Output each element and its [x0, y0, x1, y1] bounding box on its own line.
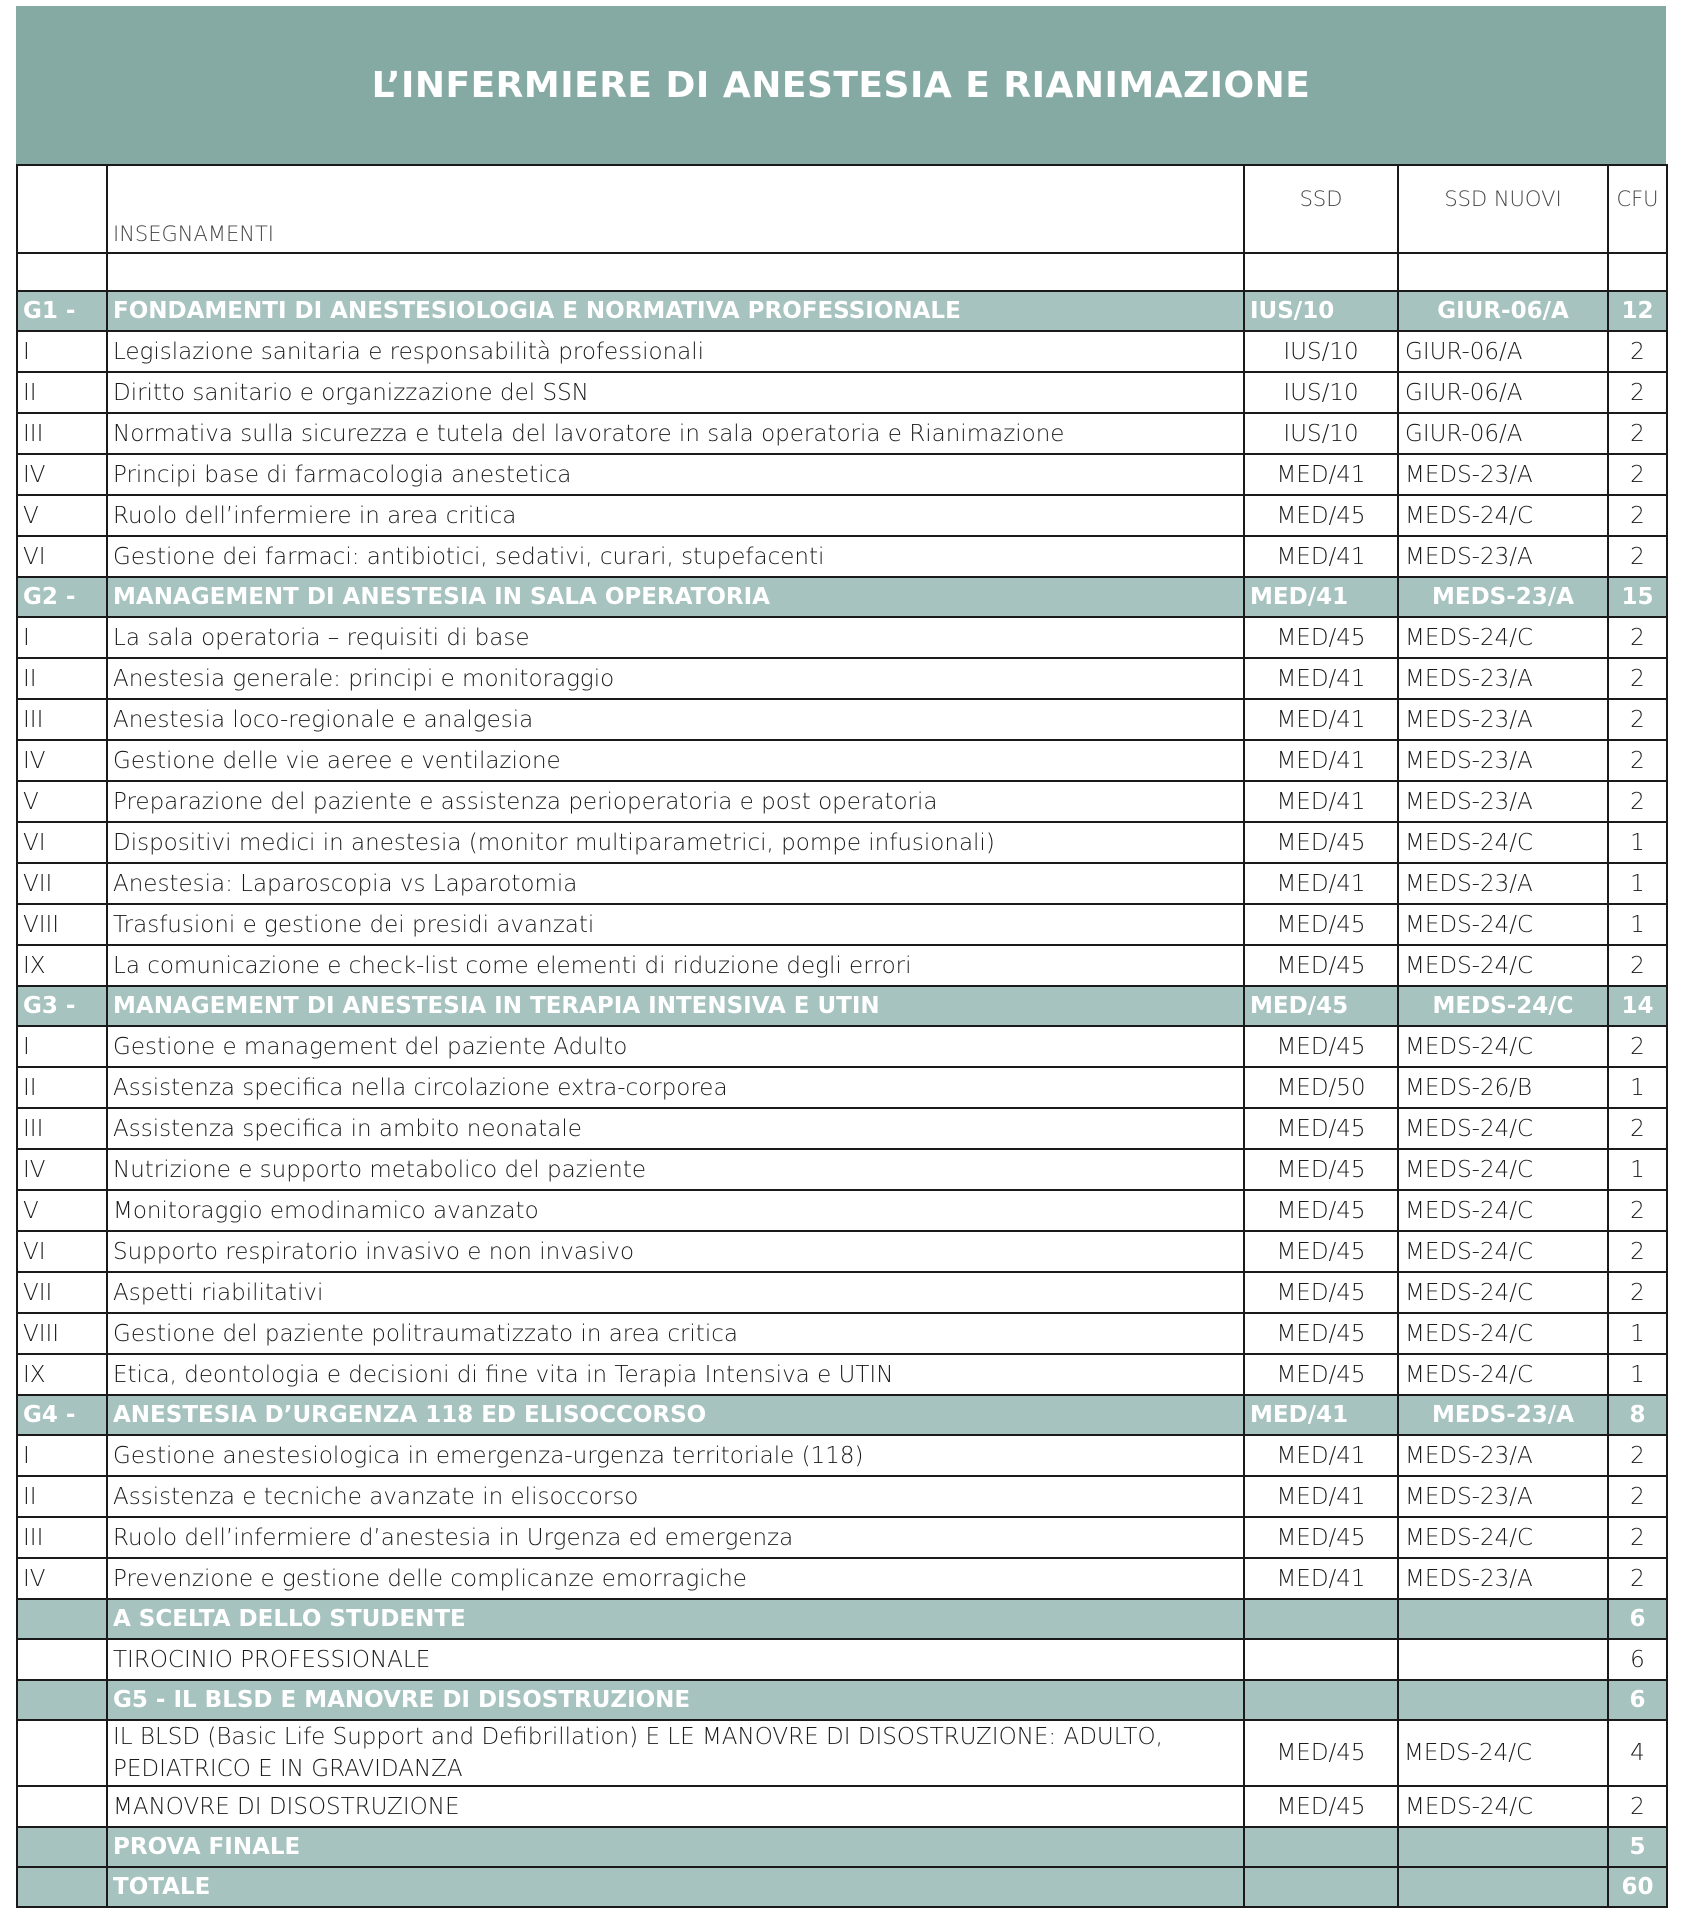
- cfu-cell: 6: [1608, 1639, 1667, 1680]
- ssd-cell: IUS/10: [1244, 291, 1398, 331]
- course-name-cell: TOTALE: [107, 1867, 1244, 1907]
- ssd-cell: [1244, 1680, 1398, 1720]
- course-row: [17, 1272, 1667, 1313]
- row-number-cell: [17, 1720, 107, 1786]
- cfu-cell: 2: [1608, 1108, 1667, 1149]
- course-row: [17, 1108, 1667, 1149]
- ssd-cell: MED/45: [1244, 986, 1398, 1026]
- cfu-cell: 2: [1608, 617, 1667, 658]
- course-name-cell: Normativa sulla sicurezza e tutela del lavoratore in sala operatoria e Rianimazione: [107, 413, 1244, 454]
- row-number-cell: V: [17, 781, 107, 822]
- ssd-nuovi-cell: MEDS-23/A: [1398, 781, 1608, 822]
- course-name-cell: Anestesia: Laparoscopia vs Laparotomia: [107, 863, 1244, 904]
- page-title: L’INFERMIERE DI ANESTESIA E RIANIMAZIONE: [371, 64, 1311, 106]
- cfu-cell: 2: [1608, 372, 1667, 413]
- row-number-cell: [17, 1680, 107, 1720]
- cfu-cell: 14: [1608, 986, 1667, 1026]
- ssd-nuovi-cell: [1398, 1599, 1608, 1639]
- row-number-cell: G3 -: [17, 986, 107, 1026]
- row-number-cell: II: [17, 1476, 107, 1517]
- ssd-cell: MED/41: [1244, 1395, 1398, 1435]
- ssd-nuovi-cell: GIUR-06/A: [1398, 413, 1608, 454]
- course-row: [17, 1190, 1667, 1231]
- course-name-cell: Gestione dei farmaci: antibiotici, sedativi, curari, stupefacenti: [107, 536, 1244, 577]
- row-number-cell: [17, 1786, 107, 1827]
- course-row: [17, 536, 1667, 577]
- course-row: [17, 372, 1667, 413]
- course-row: [17, 1067, 1667, 1108]
- group-row: [17, 1395, 1667, 1435]
- row-number-cell: IV: [17, 1149, 107, 1190]
- course-name-cell: Aspetti riabilitativi: [107, 1272, 1244, 1313]
- cfu-cell: 15: [1608, 577, 1667, 617]
- course-row: [17, 1435, 1667, 1476]
- ssd-cell: MED/45: [1244, 1026, 1398, 1067]
- row-number-cell: IX: [17, 945, 107, 986]
- cfu-cell: 2: [1608, 1231, 1667, 1272]
- course-name-cell: IL BLSD (Basic Life Support and Defibrillation) E LE MANOVRE DI DISOSTRUZIONE: ADULTO, PEDIATRICO E IN GRAVIDANZA: [107, 1720, 1244, 1786]
- cfu-cell: 2: [1608, 454, 1667, 495]
- ssd-nuovi-cell: MEDS-24/C: [1398, 1517, 1608, 1558]
- blank-cell: [107, 253, 1244, 291]
- ssd-cell: MED/45: [1244, 1517, 1398, 1558]
- cfu-cell: 8: [1608, 1395, 1667, 1435]
- row-number-cell: II: [17, 1067, 107, 1108]
- cfu-cell: 2: [1608, 1517, 1667, 1558]
- ssd-cell: IUS/10: [1244, 331, 1398, 372]
- course-row: [17, 1476, 1667, 1517]
- group-row: [17, 1827, 1667, 1867]
- row-number-cell: IV: [17, 1558, 107, 1599]
- ssd-nuovi-cell: GIUR-06/A: [1398, 291, 1608, 331]
- ssd-cell: MED/45: [1244, 1313, 1398, 1354]
- cfu-cell: 6: [1608, 1680, 1667, 1720]
- course-row: [17, 781, 1667, 822]
- course-row: [17, 1149, 1667, 1190]
- row-number-cell: [17, 1827, 107, 1867]
- ssd-cell: MED/45: [1244, 1190, 1398, 1231]
- course-name-cell: Assistenza specifica in ambito neonatale: [107, 1108, 1244, 1149]
- group-row: [17, 986, 1667, 1026]
- course-row: [17, 1026, 1667, 1067]
- blank-cell: [1398, 253, 1608, 291]
- row-number-cell: I: [17, 1026, 107, 1067]
- cfu-cell: 2: [1608, 1786, 1667, 1827]
- cfu-cell: 2: [1608, 1190, 1667, 1231]
- cfu-cell: 6: [1608, 1599, 1667, 1639]
- cfu-cell: 60: [1608, 1867, 1667, 1907]
- row-number-cell: VI: [17, 1231, 107, 1272]
- ssd-nuovi-cell: MEDS-24/C: [1398, 1313, 1608, 1354]
- course-row: [17, 413, 1667, 454]
- header-ssd-nuovi: SSD NUOVI: [1398, 165, 1608, 253]
- ssd-nuovi-cell: MEDS-23/A: [1398, 536, 1608, 577]
- cfu-cell: 2: [1608, 740, 1667, 781]
- ssd-cell: MED/45: [1244, 1108, 1398, 1149]
- ssd-cell: MED/45: [1244, 1354, 1398, 1395]
- row-number-cell: VII: [17, 863, 107, 904]
- row-number-cell: III: [17, 699, 107, 740]
- ssd-cell: MED/45: [1244, 822, 1398, 863]
- ssd-cell: [1244, 1639, 1398, 1680]
- course-name-cell: Gestione del paziente politraumatizzato in area critica: [107, 1313, 1244, 1354]
- group-row: [17, 291, 1667, 331]
- title-banner: [16, 6, 1666, 164]
- cfu-cell: 2: [1608, 1026, 1667, 1067]
- ssd-nuovi-cell: MEDS-24/C: [1398, 1190, 1608, 1231]
- cfu-cell: 2: [1608, 945, 1667, 986]
- course-row: [17, 863, 1667, 904]
- ssd-cell: MED/45: [1244, 945, 1398, 986]
- group-row: [17, 1680, 1667, 1720]
- row-number-cell: G1 -: [17, 291, 107, 331]
- ssd-cell: MED/45: [1244, 904, 1398, 945]
- course-name-cell: Diritto sanitario e organizzazione del SSN: [107, 372, 1244, 413]
- group-row: [17, 1867, 1667, 1907]
- course-name-cell: G5 - IL BLSD E MANOVRE DI DISOSTRUZIONE: [107, 1680, 1244, 1720]
- blank-row: [17, 253, 1667, 291]
- ssd-nuovi-cell: MEDS-24/C: [1398, 1108, 1608, 1149]
- row-number-cell: IX: [17, 1354, 107, 1395]
- cfu-cell: 2: [1608, 331, 1667, 372]
- cfu-cell: 1: [1608, 1067, 1667, 1108]
- group-row: [17, 577, 1667, 617]
- ssd-cell: MED/41: [1244, 454, 1398, 495]
- course-name-cell: Assistenza e tecniche avanzate in elisoccorso: [107, 1476, 1244, 1517]
- ssd-cell: MED/41: [1244, 740, 1398, 781]
- curriculum-table: [16, 164, 1668, 1908]
- blank-cell: [1608, 253, 1667, 291]
- ssd-nuovi-cell: [1398, 1680, 1608, 1720]
- course-name-cell: MANAGEMENT DI ANESTESIA IN SALA OPERATORIA: [107, 577, 1244, 617]
- ssd-cell: IUS/10: [1244, 413, 1398, 454]
- course-name-cell: Etica, deontologia e decisioni di fine vita in Terapia Intensiva e UTIN: [107, 1354, 1244, 1395]
- blank-cell: [17, 253, 107, 291]
- table-body: [17, 165, 1667, 1907]
- cfu-cell: 1: [1608, 1354, 1667, 1395]
- course-row: [17, 1313, 1667, 1354]
- course-name-cell: Gestione anestesiologica in emergenza-urgenza territoriale (118): [107, 1435, 1244, 1476]
- ssd-nuovi-cell: MEDS-23/A: [1398, 658, 1608, 699]
- course-row: [17, 331, 1667, 372]
- course-row: [17, 495, 1667, 536]
- ssd-nuovi-cell: [1398, 1867, 1608, 1907]
- ssd-nuovi-cell: MEDS-24/C: [1398, 1231, 1608, 1272]
- cfu-cell: 1: [1608, 904, 1667, 945]
- ssd-nuovi-cell: MEDS-23/A: [1398, 1435, 1608, 1476]
- course-name-cell: A SCELTA DELLO STUDENTE: [107, 1599, 1244, 1639]
- ssd-nuovi-cell: MEDS-24/C: [1398, 1720, 1608, 1786]
- ssd-nuovi-cell: MEDS-23/A: [1398, 577, 1608, 617]
- course-name-cell: La sala operatoria – requisiti di base: [107, 617, 1244, 658]
- course-name-cell: Supporto respiratorio invasivo e non invasivo: [107, 1231, 1244, 1272]
- ssd-nuovi-cell: MEDS-24/C: [1398, 904, 1608, 945]
- ssd-cell: MED/41: [1244, 699, 1398, 740]
- cfu-cell: 2: [1608, 1272, 1667, 1313]
- ssd-nuovi-cell: MEDS-24/C: [1398, 986, 1608, 1026]
- ssd-nuovi-cell: MEDS-24/C: [1398, 1786, 1608, 1827]
- ssd-nuovi-cell: [1398, 1639, 1608, 1680]
- course-name-cell: Gestione delle vie aeree e ventilazione: [107, 740, 1244, 781]
- course-row: [17, 1558, 1667, 1599]
- row-number-cell: IV: [17, 740, 107, 781]
- course-row: [17, 904, 1667, 945]
- ssd-nuovi-cell: GIUR-06/A: [1398, 331, 1608, 372]
- ssd-nuovi-cell: MEDS-23/A: [1398, 699, 1608, 740]
- ssd-nuovi-cell: MEDS-23/A: [1398, 863, 1608, 904]
- cfu-cell: 1: [1608, 1313, 1667, 1354]
- course-name-cell: Anestesia loco-regionale e analgesia: [107, 699, 1244, 740]
- row-number-cell: V: [17, 495, 107, 536]
- ssd-cell: MED/41: [1244, 658, 1398, 699]
- row-number-cell: III: [17, 1517, 107, 1558]
- row-number-cell: VI: [17, 536, 107, 577]
- row-number-cell: IV: [17, 454, 107, 495]
- course-name-cell: Gestione e management del paziente Adulto: [107, 1026, 1244, 1067]
- course-name-cell: Preparazione del paziente e assistenza perioperatoria e post operatoria: [107, 781, 1244, 822]
- course-name-cell: Assistenza specifica nella circolazione extra-corporea: [107, 1067, 1244, 1108]
- ssd-cell: MED/45: [1244, 495, 1398, 536]
- ssd-cell: [1244, 1599, 1398, 1639]
- cfu-cell: 2: [1608, 781, 1667, 822]
- ssd-nuovi-cell: [1398, 1827, 1608, 1867]
- ssd-nuovi-cell: MEDS-24/C: [1398, 1354, 1608, 1395]
- course-row: [17, 945, 1667, 986]
- ssd-cell: [1244, 1867, 1398, 1907]
- cfu-cell: 1: [1608, 822, 1667, 863]
- course-name-cell: Prevenzione e gestione delle complicanze emorragiche: [107, 1558, 1244, 1599]
- course-row: [17, 1354, 1667, 1395]
- row-number-cell: [17, 1867, 107, 1907]
- row-number-cell: III: [17, 413, 107, 454]
- row-number-cell: VI: [17, 822, 107, 863]
- course-name-cell: MANOVRE DI DISOSTRUZIONE: [107, 1786, 1244, 1827]
- course-row: [17, 658, 1667, 699]
- ssd-nuovi-cell: MEDS-24/C: [1398, 1272, 1608, 1313]
- header-num-cell: [17, 165, 107, 253]
- ssd-cell: IUS/10: [1244, 372, 1398, 413]
- ssd-nuovi-cell: MEDS-24/C: [1398, 1026, 1608, 1067]
- row-number-cell: II: [17, 372, 107, 413]
- row-number-cell: G4 -: [17, 1395, 107, 1435]
- row-number-cell: VII: [17, 1272, 107, 1313]
- ssd-cell: MED/41: [1244, 1435, 1398, 1476]
- course-name-cell: Principi base di farmacologia anestetica: [107, 454, 1244, 495]
- row-number-cell: VIII: [17, 1313, 107, 1354]
- ssd-nuovi-cell: MEDS-24/C: [1398, 822, 1608, 863]
- ssd-cell: MED/45: [1244, 617, 1398, 658]
- ssd-cell: MED/45: [1244, 1231, 1398, 1272]
- ssd-nuovi-cell: MEDS-23/A: [1398, 1395, 1608, 1435]
- course-name-cell: Ruolo dell’infermiere d’anestesia in Urgenza ed emergenza: [107, 1517, 1244, 1558]
- course-name-cell: ANESTESIA D’URGENZA 118 ED ELISOCCORSO: [107, 1395, 1244, 1435]
- row-number-cell: V: [17, 1190, 107, 1231]
- course-row: [17, 822, 1667, 863]
- row-number-cell: II: [17, 658, 107, 699]
- cfu-cell: 1: [1608, 863, 1667, 904]
- course-row: [17, 1231, 1667, 1272]
- course-row: [17, 699, 1667, 740]
- course-row: [17, 740, 1667, 781]
- cfu-cell: 2: [1608, 495, 1667, 536]
- row-number-cell: VIII: [17, 904, 107, 945]
- course-row: [17, 1517, 1667, 1558]
- course-name-cell: Legislazione sanitaria e responsabilità professionali: [107, 331, 1244, 372]
- row-number-cell: G2 -: [17, 577, 107, 617]
- row-number-cell: I: [17, 617, 107, 658]
- row-number-cell: I: [17, 1435, 107, 1476]
- ssd-cell: MED/45: [1244, 1786, 1398, 1827]
- ssd-nuovi-cell: MEDS-23/A: [1398, 740, 1608, 781]
- course-name-cell: TIROCINIO PROFESSIONALE: [107, 1639, 1244, 1680]
- ssd-cell: MED/41: [1244, 781, 1398, 822]
- course-name-cell: Nutrizione e supporto metabolico del paziente: [107, 1149, 1244, 1190]
- cfu-cell: 12: [1608, 291, 1667, 331]
- row-number-cell: [17, 1639, 107, 1680]
- ssd-nuovi-cell: MEDS-24/C: [1398, 945, 1608, 986]
- cfu-cell: 1: [1608, 1149, 1667, 1190]
- course-name-cell: Monitoraggio emodinamico avanzato: [107, 1190, 1244, 1231]
- cfu-cell: 2: [1608, 1558, 1667, 1599]
- ssd-nuovi-cell: MEDS-23/A: [1398, 1476, 1608, 1517]
- cfu-cell: 2: [1608, 536, 1667, 577]
- ssd-nuovi-cell: MEDS-26/B: [1398, 1067, 1608, 1108]
- header-cfu: CFU: [1608, 165, 1667, 253]
- course-row: [17, 1639, 1667, 1680]
- cfu-cell: 2: [1608, 413, 1667, 454]
- course-name-cell: Dispositivi medici in anestesia (monitor multiparametrici, pompe infusionali): [107, 822, 1244, 863]
- ssd-nuovi-cell: MEDS-23/A: [1398, 1558, 1608, 1599]
- ssd-cell: MED/41: [1244, 863, 1398, 904]
- ssd-cell: MED/50: [1244, 1067, 1398, 1108]
- ssd-cell: MED/41: [1244, 1558, 1398, 1599]
- cfu-cell: 2: [1608, 1476, 1667, 1517]
- ssd-nuovi-cell: MEDS-24/C: [1398, 495, 1608, 536]
- row-number-cell: III: [17, 1108, 107, 1149]
- header-insegnamenti: INSEGNAMENTI: [107, 165, 1244, 253]
- cfu-cell: 2: [1608, 658, 1667, 699]
- ssd-cell: MED/41: [1244, 536, 1398, 577]
- course-row: [17, 1720, 1667, 1786]
- ssd-cell: MED/41: [1244, 577, 1398, 617]
- course-name-cell: La comunicazione e check-list come elementi di riduzione degli errori: [107, 945, 1244, 986]
- ssd-nuovi-cell: MEDS-24/C: [1398, 617, 1608, 658]
- ssd-cell: MED/45: [1244, 1720, 1398, 1786]
- group-row: [17, 1599, 1667, 1639]
- ssd-cell: MED/45: [1244, 1149, 1398, 1190]
- course-name-cell: MANAGEMENT DI ANESTESIA IN TERAPIA INTENSIVA E UTIN: [107, 986, 1244, 1026]
- ssd-cell: [1244, 1827, 1398, 1867]
- course-row: [17, 617, 1667, 658]
- row-number-cell: I: [17, 331, 107, 372]
- row-number-cell: [17, 1599, 107, 1639]
- ssd-nuovi-cell: MEDS-23/A: [1398, 454, 1608, 495]
- course-row: [17, 1786, 1667, 1827]
- cfu-cell: 4: [1608, 1720, 1667, 1786]
- ssd-nuovi-cell: GIUR-06/A: [1398, 372, 1608, 413]
- ssd-cell: MED/45: [1244, 1272, 1398, 1313]
- table-header-row: [17, 165, 1667, 253]
- course-row: [17, 454, 1667, 495]
- course-name-cell: FONDAMENTI DI ANESTESIOLOGIA E NORMATIVA PROFESSIONALE: [107, 291, 1244, 331]
- ssd-nuovi-cell: MEDS-24/C: [1398, 1149, 1608, 1190]
- blank-cell: [1244, 253, 1398, 291]
- course-name-cell: Ruolo dell’infermiere in area critica: [107, 495, 1244, 536]
- course-name-cell: PROVA FINALE: [107, 1827, 1244, 1867]
- cfu-cell: 2: [1608, 699, 1667, 740]
- course-name-cell: Anestesia generale: principi e monitoraggio: [107, 658, 1244, 699]
- ssd-cell: MED/41: [1244, 1476, 1398, 1517]
- cfu-cell: 5: [1608, 1827, 1667, 1867]
- header-ssd: SSD: [1244, 165, 1398, 253]
- course-name-cell: Trasfusioni e gestione dei presidi avanzati: [107, 904, 1244, 945]
- cfu-cell: 2: [1608, 1435, 1667, 1476]
